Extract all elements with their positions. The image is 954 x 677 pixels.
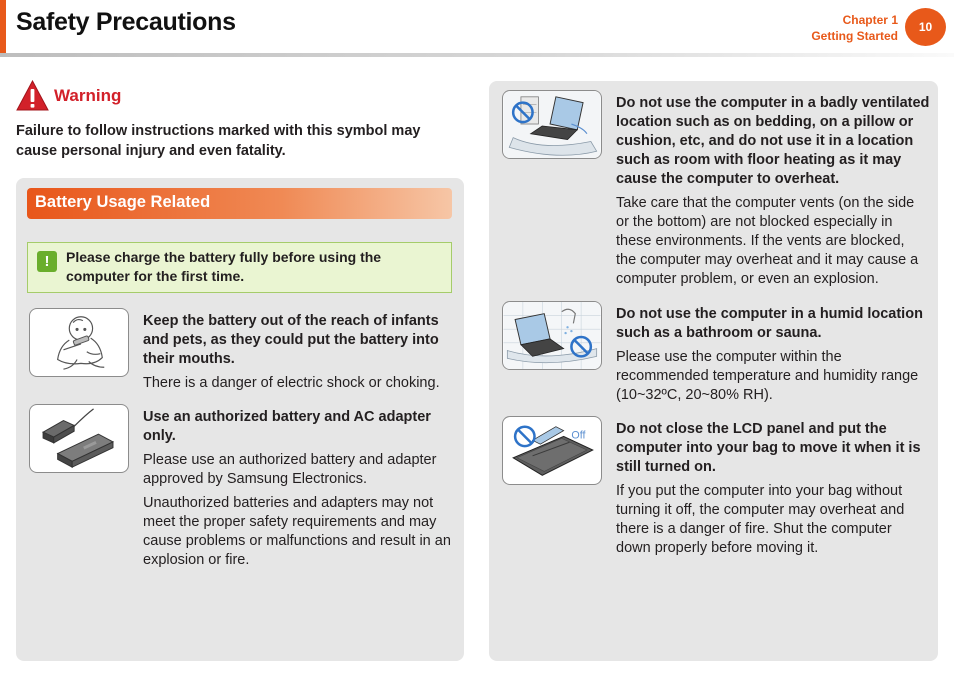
header-accent-bar [0, 0, 6, 54]
chapter-section: Getting Started [811, 29, 898, 43]
battery-adapter-icon [29, 404, 129, 473]
item-body-bag: If you put the computer into your bag without turning it off, the computer may overheat and there is a danger of fire. Shut the computer down properly before moving it. [616, 483, 905, 556]
warning-text: Failure to follow instructions marked with this symbol may cause personal injury and even fatality. [16, 123, 421, 159]
item-body-authorized-battery-1: Please use an authorized battery and adapter approved by Samsung Electronics. [143, 452, 437, 487]
exclamation-note-icon: ! [37, 251, 57, 272]
page-number-badge: 10 [905, 8, 946, 46]
item-title-authorized-battery: Use an authorized battery and AC adapter only. [143, 409, 431, 444]
chapter-number: Chapter 1 [842, 13, 898, 27]
item-body-authorized-battery-2: Unauthorized batteries and adapters may not meet the proper safety requirements and may cause problems or malfunctions and result in an explosion or fire. [143, 495, 451, 568]
laptop-on-bed-icon [502, 90, 602, 159]
warning-triangle-icon [16, 80, 49, 111]
laptop-bathroom-icon [502, 301, 602, 370]
header-divider [0, 53, 954, 57]
laptop-in-bag-icon [502, 416, 602, 485]
item-title-bag: Do not close the LCD panel and put the computer into your bag to move it when it is still turned on. [616, 421, 921, 475]
note-text: Please charge the battery fully before using the computer for the first time. [66, 249, 382, 284]
item-title-humid: Do not use the computer in a humid location such as a bathroom or sauna. [616, 306, 923, 341]
item-title-infants: Keep the battery out of the reach of infants and pets, as they could put the battery into their mouths. [143, 313, 439, 367]
item-title-ventilation: Do not use the computer in a badly ventilated location such as on bedding, on a pillow or cushion, etc, and do not use it in a location such as room with floor heating as it may cause the computer to overheat. [616, 95, 930, 187]
section-header-battery: Battery Usage Related [27, 188, 452, 219]
warning-label: Warning [54, 86, 122, 105]
item-body-ventilation: Take care that the computer vents (on the side or the bottom) are not blocked especially in these environments. If the vents are blocked, the computer may overheat and it may cause a computer problem, or even an explosion. [616, 195, 919, 287]
note-box [27, 242, 452, 293]
off-label: Off [571, 429, 586, 442]
infant-battery-icon [29, 308, 129, 377]
item-body-humid: Please use the computer within the recommended temperature and humidity range (10~32ºC, 20~80% RH). [616, 349, 919, 403]
chapter-label [811, 12, 898, 44]
item-body-infants: There is a danger of electric shock or choking. [143, 375, 440, 391]
page-title: Safety Precautions [16, 8, 236, 36]
